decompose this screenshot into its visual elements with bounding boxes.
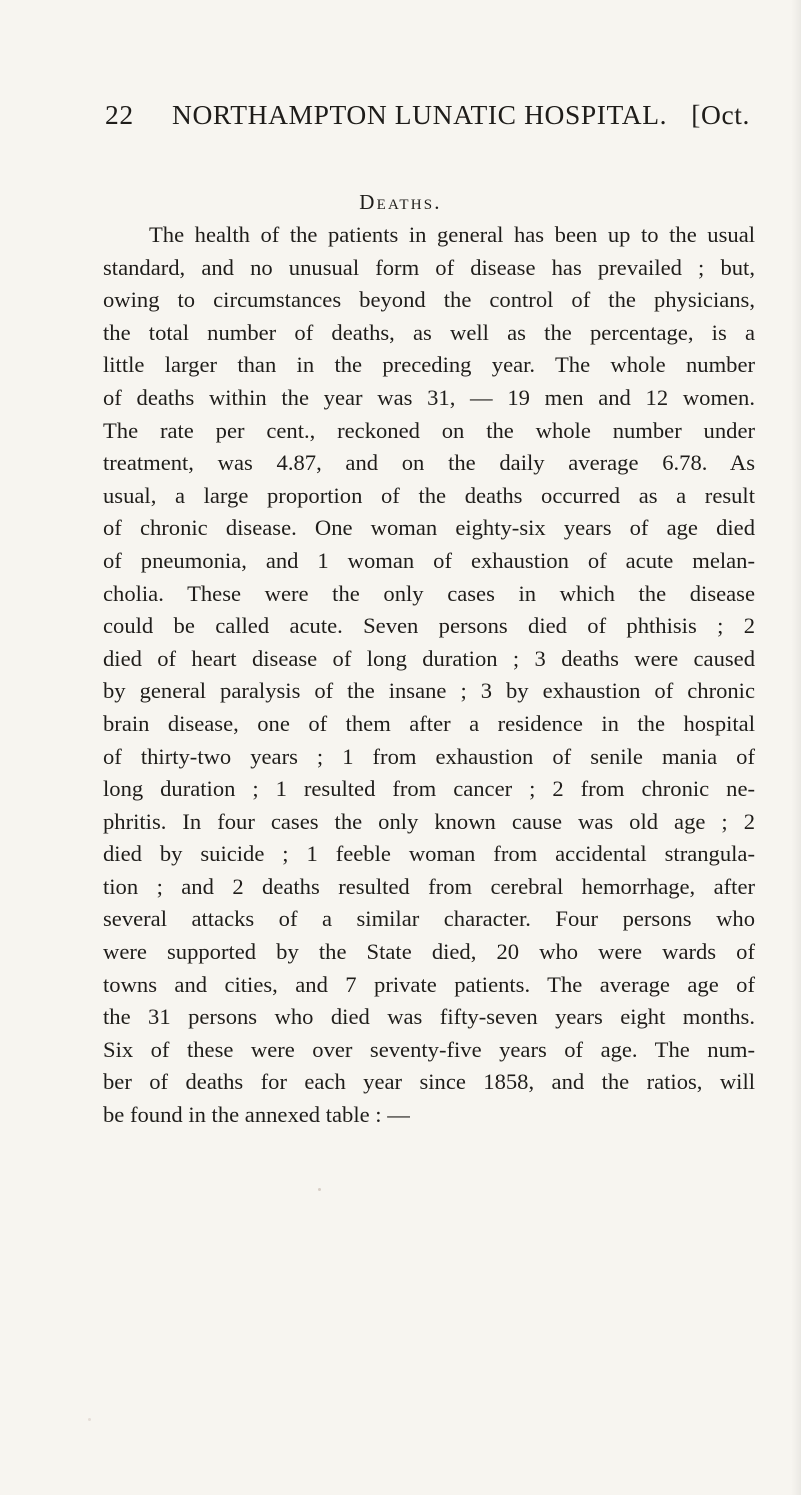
text-line: Six of these were over seventy-five years of age. The num- [103, 1036, 755, 1062]
text-line: little larger than in the preceding year. The whole number [103, 352, 755, 378]
paper-speck [88, 1418, 91, 1421]
text-line: brain disease, one of them after a residence in the hospital [103, 710, 755, 736]
paper-speck [318, 1188, 321, 1191]
text-line: cholia. These were the only cases in which the disease [103, 580, 755, 606]
running-date: [Oct. [691, 99, 750, 130]
text-line: of pneumonia, and 1 woman of exhaustion of acute melan- [103, 547, 755, 573]
text-line: of thirty-two years ; 1 from exhaustion of senile mania of [103, 743, 755, 769]
text-line: of chronic disease. One woman eighty-six years of age died [103, 515, 755, 541]
text-line: usual, a large proportion of the deaths occurred as a result [103, 482, 755, 508]
text-line: long duration ; 1 resulted from cancer ; 2 from chronic ne- [103, 776, 755, 802]
running-head [0, 99, 801, 139]
text-line: The health of the patients in general has been up to the usual [149, 222, 755, 247]
text-line: several attacks of a similar character. Four persons who [103, 906, 755, 932]
text-line: of deaths within the year was 31, — 19 men and 12 women. [103, 384, 755, 410]
text-line: died of heart disease of long duration ; 3 deaths were caused [103, 645, 755, 671]
text-line: standard, and no unusual form of disease has prevailed ; but, [103, 254, 755, 280]
text-line: phritis. In four cases the only known cause was old age ; 2 [103, 808, 755, 834]
page-number: 22 [105, 99, 134, 130]
text-line: owing to circumstances beyond the control of the physicians, [103, 287, 755, 313]
text-line: the 31 persons who died was fifty-seven years eight months. [103, 1004, 755, 1030]
text-line: towns and cities, and 7 private patients. The average age of [103, 971, 755, 997]
text-line: were supported by the State died, 20 who were wards of [103, 939, 755, 965]
text-line: be found in the annexed table : — [103, 1102, 410, 1128]
text-line: the total number of deaths, as well as the percentage, is a [103, 319, 755, 345]
page-edge-shadow [791, 0, 801, 1495]
body-paragraph [103, 219, 755, 1132]
text-line: ber of deaths for each year since 1858, and the ratios, will [103, 1069, 755, 1095]
text-line: could be called acute. Seven persons died of phthisis ; 2 [103, 613, 755, 639]
text-line: The rate per cent., reckoned on the whole number under [103, 417, 755, 443]
text-line: died by suicide ; 1 feeble woman from accidental strangula- [103, 841, 755, 867]
section-heading: Deaths. [359, 190, 442, 214]
text-line: treatment, was 4.87, and on the daily average 6.78. As [103, 450, 755, 476]
text-line: tion ; and 2 deaths resulted from cerebral hemorrhage, after [103, 873, 755, 899]
text-line: by general paralysis of the insane ; 3 by exhaustion of chronic [103, 678, 755, 704]
running-title: NORTHAMPTON LUNATIC HOSPITAL. [172, 99, 668, 130]
